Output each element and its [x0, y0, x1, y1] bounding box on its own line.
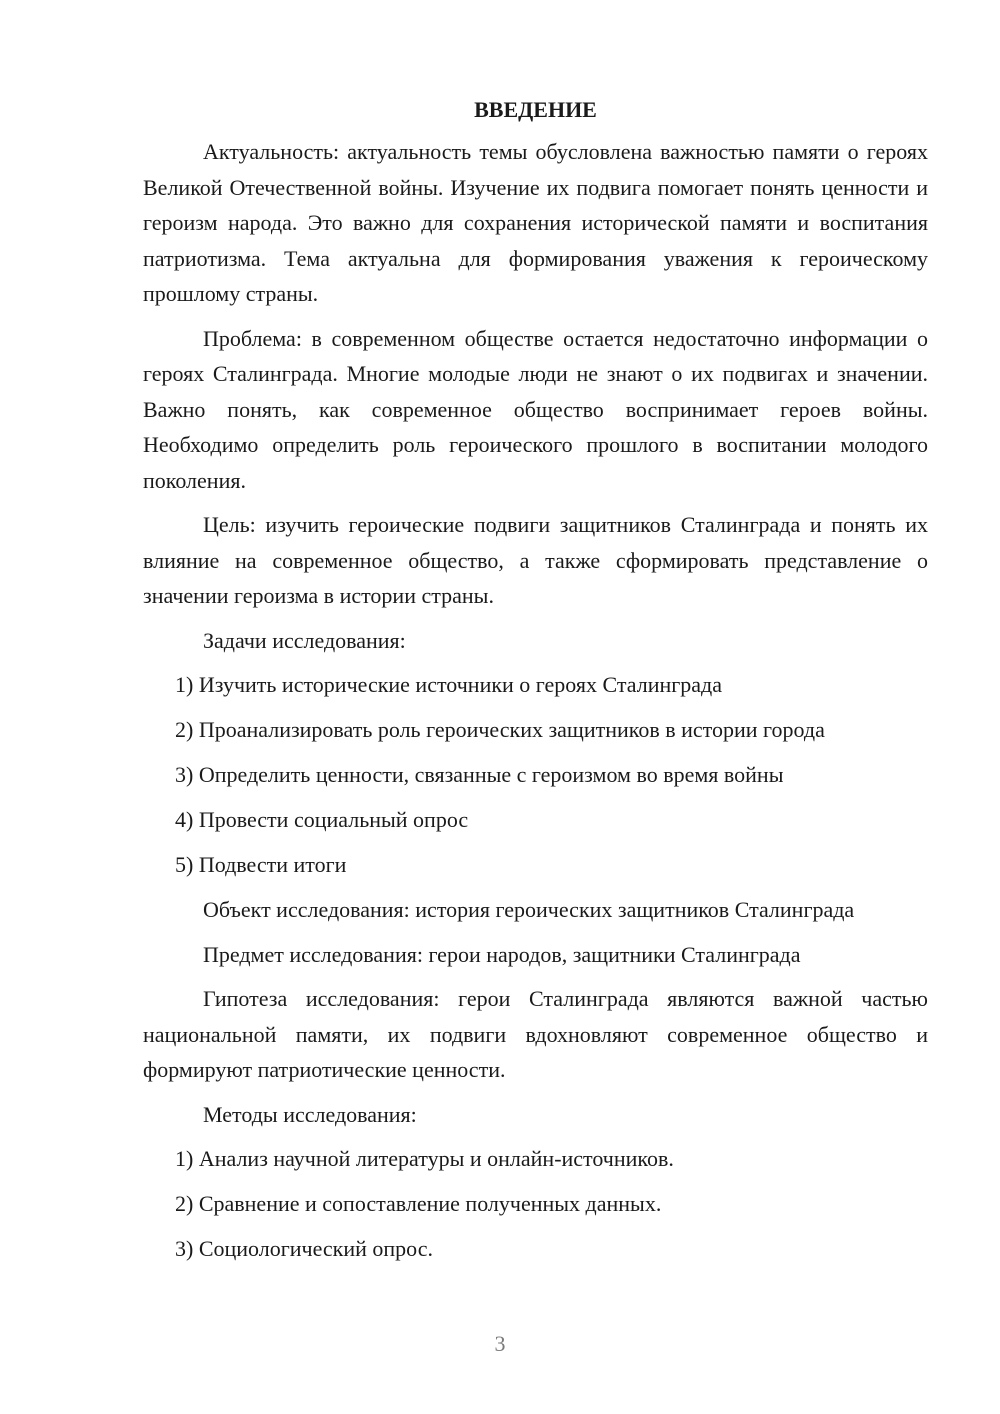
list-item-text: Сравнение и сопоставление полученных данных.: [198, 1191, 662, 1216]
list-item-text: Определить ценности, связанные с героизмом во время войны: [198, 762, 784, 787]
tasks-label: Задачи исследования:: [203, 627, 406, 653]
document-page: [143, 94, 928, 1276]
methods-list: [143, 1141, 928, 1267]
page-number: 3: [494, 1331, 506, 1356]
list-item: [143, 847, 928, 883]
list-item-number: 1): [175, 672, 194, 697]
list-item-number: 2): [175, 1191, 194, 1216]
list-item: [143, 1231, 928, 1267]
goal-paragraph: Цель: изучить героические подвиги защитников Сталинграда и понять их влияние на современное общество, а также сформировать представление о значении героизма в истории страны.: [143, 512, 928, 608]
list-item-text: Проанализировать роль героических защитников в истории города: [198, 717, 825, 742]
section-title: ВВЕДЕНИЕ: [474, 97, 597, 122]
list-item-number: 1): [175, 1146, 194, 1171]
list-item-text: Социологический опрос.: [198, 1236, 433, 1261]
list-item-text: Анализ научной литературы и онлайн-источников.: [198, 1146, 674, 1171]
list-item: [143, 1186, 928, 1222]
list-item-number: 5): [175, 852, 194, 877]
subject-paragraph: Предмет исследования: герои народов, защитники Сталинграда: [203, 941, 801, 967]
hypothesis-paragraph: Гипотеза исследования: герои Сталинграда являются важной частью национальной памяти, их подвиги вдохновляют современное общество и формируют патриотические ценности.: [143, 986, 928, 1082]
object-paragraph: Объект исследования: история героических защитников Сталинграда: [203, 897, 855, 922]
list-item-number: 3): [175, 762, 194, 787]
list-item: [143, 1141, 928, 1177]
methods-label: Методы исследования:: [203, 1101, 417, 1127]
tasks-list: [143, 667, 928, 883]
list-item: [143, 667, 928, 703]
list-item: [143, 802, 928, 838]
list-item-text: Изучить исторические источники о героях Сталинграда: [198, 672, 722, 697]
list-item-text: Провести социальный опрос: [198, 807, 469, 832]
relevance-paragraph: Актуальность: актуальность темы обусловлена важностью памяти о героях Великой Отечественной войны. Изучение их подвига помогает понять ценности и героизм народа. Это важно для сохранения исторической памяти и воспитания патриотизма. Тема актуальна для формирования уважения к героическому прошлому страны.: [143, 139, 928, 306]
list-item: [143, 757, 928, 793]
list-item: [143, 712, 928, 748]
list-item-number: 4): [175, 807, 194, 832]
list-item-text: Подвести итоги: [198, 852, 347, 877]
problem-paragraph: Проблема: в современном обществе остается недостаточно информации о героях Сталинграда. Многие молодые люди не знают о их подвигах и значении. Важно понять, как современное общество воспринимает героев войны. Необходимо определить роль героического прошлого в воспитании молодого поколения.: [143, 325, 928, 493]
list-item-number: 3): [175, 1236, 194, 1261]
list-item-number: 2): [175, 717, 194, 742]
